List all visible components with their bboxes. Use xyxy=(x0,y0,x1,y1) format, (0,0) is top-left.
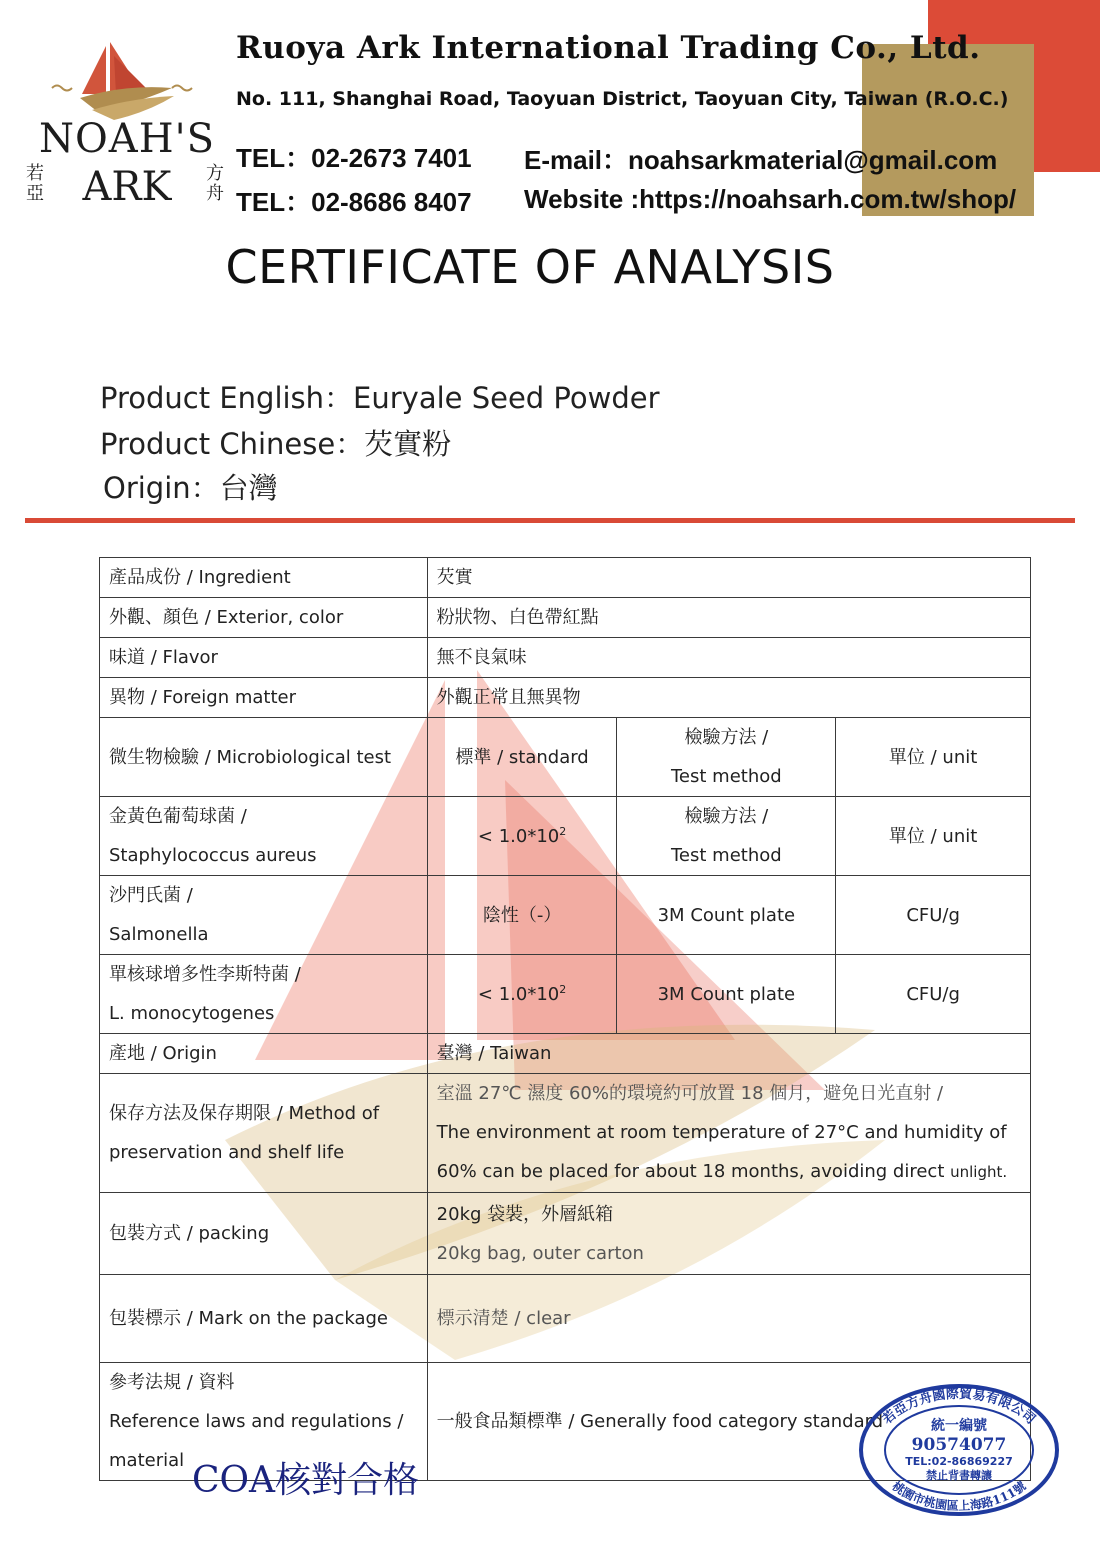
table-row xyxy=(100,1034,1031,1074)
table-row xyxy=(100,678,1031,718)
row-value xyxy=(427,1193,1030,1275)
row-label xyxy=(100,797,428,876)
row-label xyxy=(100,876,428,955)
row-label xyxy=(100,955,428,1034)
table-row xyxy=(100,1193,1031,1275)
row-label xyxy=(100,1074,428,1193)
column-header: 單位 / unit xyxy=(836,718,1031,797)
table-row xyxy=(100,1074,1031,1193)
handwritten-approval-note: COA核對合格 xyxy=(192,1460,420,1501)
label-line: preservation and shelf life xyxy=(109,1142,345,1163)
standard-exponent: 2 xyxy=(559,824,567,838)
row-label: 包裝標示 / Mark on the package xyxy=(100,1275,428,1363)
unit-value: 單位 / unit xyxy=(836,797,1031,876)
value-text-small: unlight. xyxy=(950,1163,1008,1181)
label-line: Salmonella xyxy=(109,924,209,945)
ship-sail-icon xyxy=(22,36,232,124)
method-line: Test method xyxy=(671,845,782,866)
divider xyxy=(25,518,1075,523)
table-row xyxy=(100,638,1031,678)
logo-wordmark: NOAH'S xyxy=(39,116,215,162)
label-line: 參考法規 / 資料 xyxy=(109,1372,235,1393)
value-line: 室溫 27℃ 濕度 60%的環境約可放置 18 個月，避免日光直射 / xyxy=(436,1083,944,1104)
label-line: 單核球增多性李斯特菌 / xyxy=(109,964,301,985)
row-label: 包裝方式 / packing xyxy=(100,1193,428,1275)
table-row xyxy=(100,558,1031,598)
page-title: CERTIFICATE OF ANALYSIS xyxy=(225,240,835,294)
stamp-top-text: 若亞方舟國際貿易有限公司 xyxy=(880,1386,1038,1428)
row-value xyxy=(427,1074,1030,1193)
row-label: 產品成份 / Ingredient xyxy=(100,558,428,598)
column-header xyxy=(617,718,836,797)
label-line: Reference laws and regulations / xyxy=(109,1411,404,1432)
standard-text: < 1.0*10 xyxy=(477,983,560,1005)
company-name: Ruoya Ark International Trading Co., Ltd. xyxy=(236,30,981,66)
unit-value: CFU/g xyxy=(836,876,1031,955)
product-chinese: Product Chinese：芡實粉 xyxy=(100,427,452,461)
label-line: 沙門氏菌 / xyxy=(109,885,193,906)
row-label: 外觀、顏色 / Exterior, color xyxy=(100,598,428,638)
method-value xyxy=(617,797,836,876)
stamp-line-2: 90574077 xyxy=(911,1435,1007,1455)
company-seal-stamp xyxy=(856,1382,1062,1518)
standard-text: < 1.0*10 xyxy=(477,825,560,847)
standard-value xyxy=(427,955,617,1034)
row-value: 一般食品類標準 / Generally food category standard xyxy=(427,1363,1030,1481)
row-value: 無不良氣味 xyxy=(427,638,1030,678)
row-label: 產地 / Origin xyxy=(100,1034,428,1074)
table-row xyxy=(100,955,1031,1034)
value-line: 20kg 袋裝，外層紙箱 xyxy=(436,1203,614,1225)
standard-exponent: 2 xyxy=(559,982,567,996)
logo-chinese-left: 若亞 xyxy=(26,163,44,204)
table-row xyxy=(100,718,1031,797)
method-header-line: 檢驗方法 / xyxy=(684,727,769,748)
table-row xyxy=(100,1275,1031,1363)
row-label: 微生物檢驗 / Microbiological test xyxy=(100,718,428,797)
row-value: 粉狀物、白色帶紅點 xyxy=(427,598,1030,638)
row-value: 芡實 xyxy=(427,558,1030,598)
method-value: 3M Count plate xyxy=(617,876,836,955)
stamp-line-1: 統一編號 xyxy=(931,1418,987,1434)
analysis-table xyxy=(99,557,1031,1481)
company-logo xyxy=(22,36,232,216)
table-row xyxy=(100,876,1031,955)
value-line: 20kg bag, outer carton xyxy=(436,1242,644,1264)
row-label: 異物 / Foreign matter xyxy=(100,678,428,718)
label-line: L. monocytogenes xyxy=(109,1003,275,1024)
value-line: The environment at room temperature of 27°C and humidity of xyxy=(436,1122,1007,1143)
label-line: Staphylococcus aureus xyxy=(109,845,317,866)
column-header: 標準 / standard xyxy=(427,718,617,797)
phone-2: TEL：02-8686 8407 xyxy=(236,187,472,217)
method-header-line: Test method xyxy=(671,766,782,787)
email: E-mail：noahsarkmaterial@gmail.com xyxy=(524,145,998,175)
product-english: Product English：Euryale Seed Powder xyxy=(100,381,660,415)
standard-value: 陰性（-） xyxy=(427,876,617,955)
row-value: 臺灣 / Taiwan xyxy=(427,1034,1030,1074)
unit-value: CFU/g xyxy=(836,955,1031,1034)
method-line: 檢驗方法 / xyxy=(684,806,769,827)
phone-1: TEL：02-2673 7401 xyxy=(236,143,472,173)
row-value: 標示清楚 / clear xyxy=(427,1275,1030,1363)
value-line xyxy=(437,1152,1021,1192)
row-label: 味道 / Flavor xyxy=(100,638,428,678)
stamp-line-4: 禁止背書轉讓 xyxy=(926,1469,992,1482)
label-line: material xyxy=(109,1450,185,1471)
table-row xyxy=(100,598,1031,638)
method-value: 3M Count plate xyxy=(617,955,836,1034)
stamp-bottom-text: 桃園市桃園區上海路111號 xyxy=(889,1478,1029,1514)
standard-value xyxy=(427,797,617,876)
company-address: No. 111, Shanghai Road, Taoyuan District, Taoyuan City, Taiwan (R.O.C.) xyxy=(236,88,1009,110)
website: Website :https://noahsarh.com.tw/shop/ xyxy=(524,184,1017,214)
stamp-line-3: TEL:02-86869227 xyxy=(905,1455,1013,1468)
row-value: 外觀正常且無異物 xyxy=(427,678,1030,718)
logo-wordmark-ark: ARK xyxy=(82,164,172,210)
table-row xyxy=(100,797,1031,876)
value-text: 60% can be placed for about 18 months, avoiding direct xyxy=(436,1161,951,1182)
label-line: 保存方法及保存期限 / Method of xyxy=(109,1103,380,1124)
logo-chinese-right: 方舟 xyxy=(206,163,224,204)
product-origin: Origin：台灣 xyxy=(103,471,278,505)
label-line: 金黃色葡萄球菌 / xyxy=(109,806,247,827)
